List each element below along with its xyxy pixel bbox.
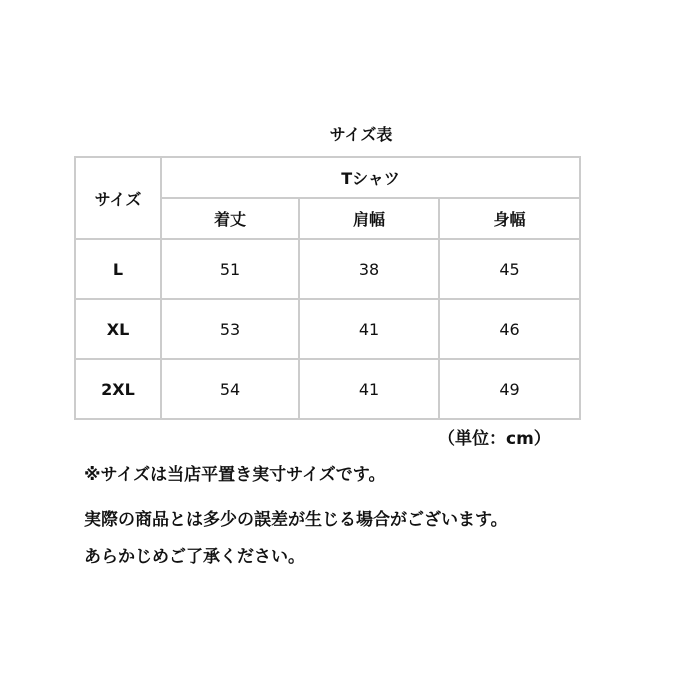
table-cell: 49 (439, 359, 580, 419)
column-header-chest: 身幅 (439, 198, 580, 239)
note-line: あらかじめご了承ください。 (84, 547, 305, 567)
row-size-label: L (75, 239, 161, 299)
table-cell: 41 (299, 359, 439, 419)
table-cell: 51 (161, 239, 299, 299)
table-row (75, 239, 580, 299)
group-header: Tシャツ (161, 157, 580, 198)
note-line: ※サイズは当店平置き実寸サイズです。 (84, 465, 386, 485)
unit-label: （単位：cm） (438, 429, 551, 449)
size-table (74, 156, 581, 420)
size-header: サイズ (75, 157, 161, 239)
note-line: 実際の商品とは多少の誤差が生じる場合がございます。 (84, 510, 508, 530)
table-row (75, 299, 580, 359)
table-cell: 41 (299, 299, 439, 359)
column-header-length: 着丈 (161, 198, 299, 239)
table-row (75, 359, 580, 419)
table-cell: 53 (161, 299, 299, 359)
row-size-label: 2XL (75, 359, 161, 419)
page-title: サイズ表 (329, 125, 393, 144)
table-cell: 46 (439, 299, 580, 359)
table-cell: 45 (439, 239, 580, 299)
column-header-shoulder: 肩幅 (299, 198, 439, 239)
table-cell: 54 (161, 359, 299, 419)
row-size-label: XL (75, 299, 161, 359)
table-cell: 38 (299, 239, 439, 299)
